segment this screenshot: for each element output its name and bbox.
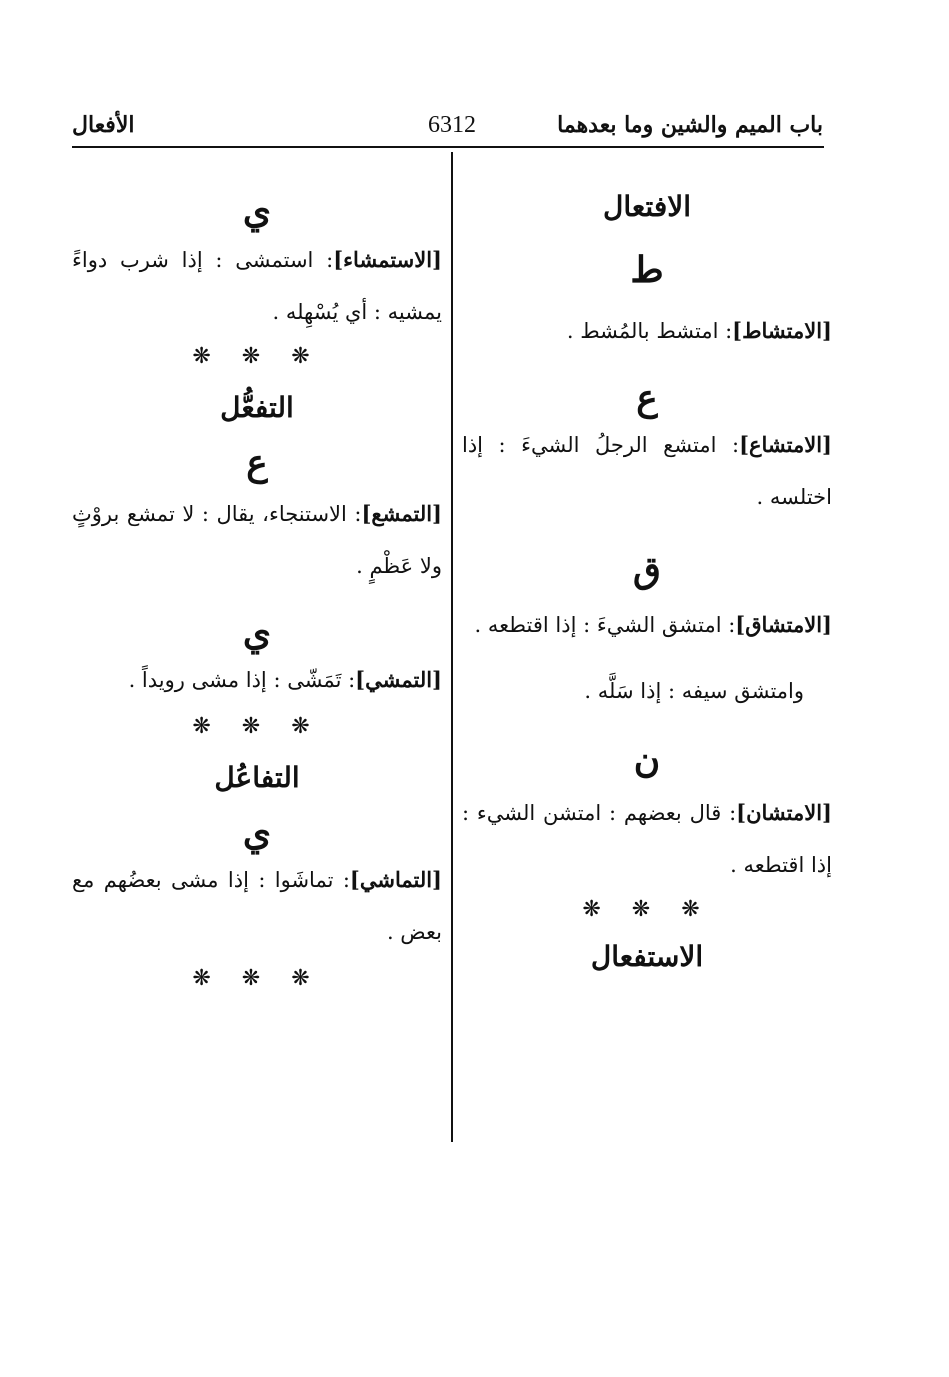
- entry-text: : تَمَشّى : إذا مشى رويداً .: [128, 668, 356, 692]
- separator-stars: ❋ ❋ ❋: [582, 897, 712, 922]
- separator-stars: ❋ ❋ ❋: [192, 714, 322, 739]
- entry-term: [الامتشاق]: [735, 612, 832, 637]
- heading-iftial: الافتعال: [603, 190, 691, 223]
- left-column: [72, 190, 442, 991]
- entry-imtishaa: [462, 419, 832, 523]
- right-column: [462, 180, 832, 973]
- entry-text: : قال بعضهم : امتشن الشيء : إذا اقتطعه .: [462, 801, 832, 877]
- header-rule: [72, 146, 824, 148]
- entry-term: [التمشي]: [355, 667, 442, 692]
- section-title: الأفعال: [72, 112, 135, 138]
- entry-term: [التماشي]: [349, 867, 442, 892]
- entry-tamashshi: [72, 654, 442, 706]
- entry-term: [الاستمشاء]: [333, 247, 442, 272]
- entry-tamashi: [72, 854, 442, 958]
- entry-term: [التمشع]: [361, 501, 442, 526]
- letter-ya-2: ي: [242, 612, 272, 654]
- separator-stars: ❋ ❋ ❋: [192, 344, 322, 369]
- entry-imtishaq-2: وامتشق سيفه : إذا سَلَّه .: [584, 679, 804, 703]
- letter-ain: ع: [246, 442, 268, 484]
- entry-text: : الاستنجاء، يقال : لا تمشع بروْثٍ ولا عَظْمٍ .: [72, 502, 442, 578]
- letter-nun: ن: [633, 739, 661, 781]
- entry-tamashshu: [72, 488, 442, 592]
- letter-qaf: ق: [633, 549, 661, 591]
- letter-ain: ع: [636, 377, 658, 419]
- column-divider: [451, 152, 453, 1142]
- entry-imtishat: [462, 305, 832, 357]
- heading-istifal: الاستفعال: [590, 940, 704, 973]
- letter-ya-3: ي: [242, 812, 272, 854]
- heading-tafaul-2: التفاعُل: [214, 761, 300, 794]
- page-number: 6312: [428, 112, 476, 138]
- letter-ta: ط: [630, 249, 664, 291]
- entry-imtishan: [462, 787, 832, 891]
- entry-text: : امتشق الشيءَ : إذا اقتطعه .: [474, 613, 736, 637]
- entry-text: : امتشط بالمُشط .: [566, 319, 733, 343]
- entry-imtishaq: [462, 599, 832, 651]
- entry-text: : امتشع الرجلُ الشيءَ : إذا اختلسه .: [462, 433, 832, 509]
- entry-text: : تماشَوا : إذا مشى بعضُهم مع بعض .: [72, 868, 442, 944]
- separator-stars: ❋ ❋ ❋: [192, 966, 322, 991]
- entry-istimshaa: [72, 234, 442, 338]
- entry-term: [الامتشاع]: [739, 432, 832, 457]
- entry-term: [الامتشان]: [736, 800, 832, 825]
- heading-tafaul: التفعُّل: [220, 391, 294, 424]
- entry-term: [الامتشاط]: [732, 318, 832, 343]
- letter-ya-1: ي: [242, 190, 272, 232]
- entry-text: : استمشى : إذا شرب دواءً يمشيه : أي يُسْهِله .: [72, 248, 442, 324]
- chapter-title: باب الميم والشين وما بعدهما: [557, 112, 823, 138]
